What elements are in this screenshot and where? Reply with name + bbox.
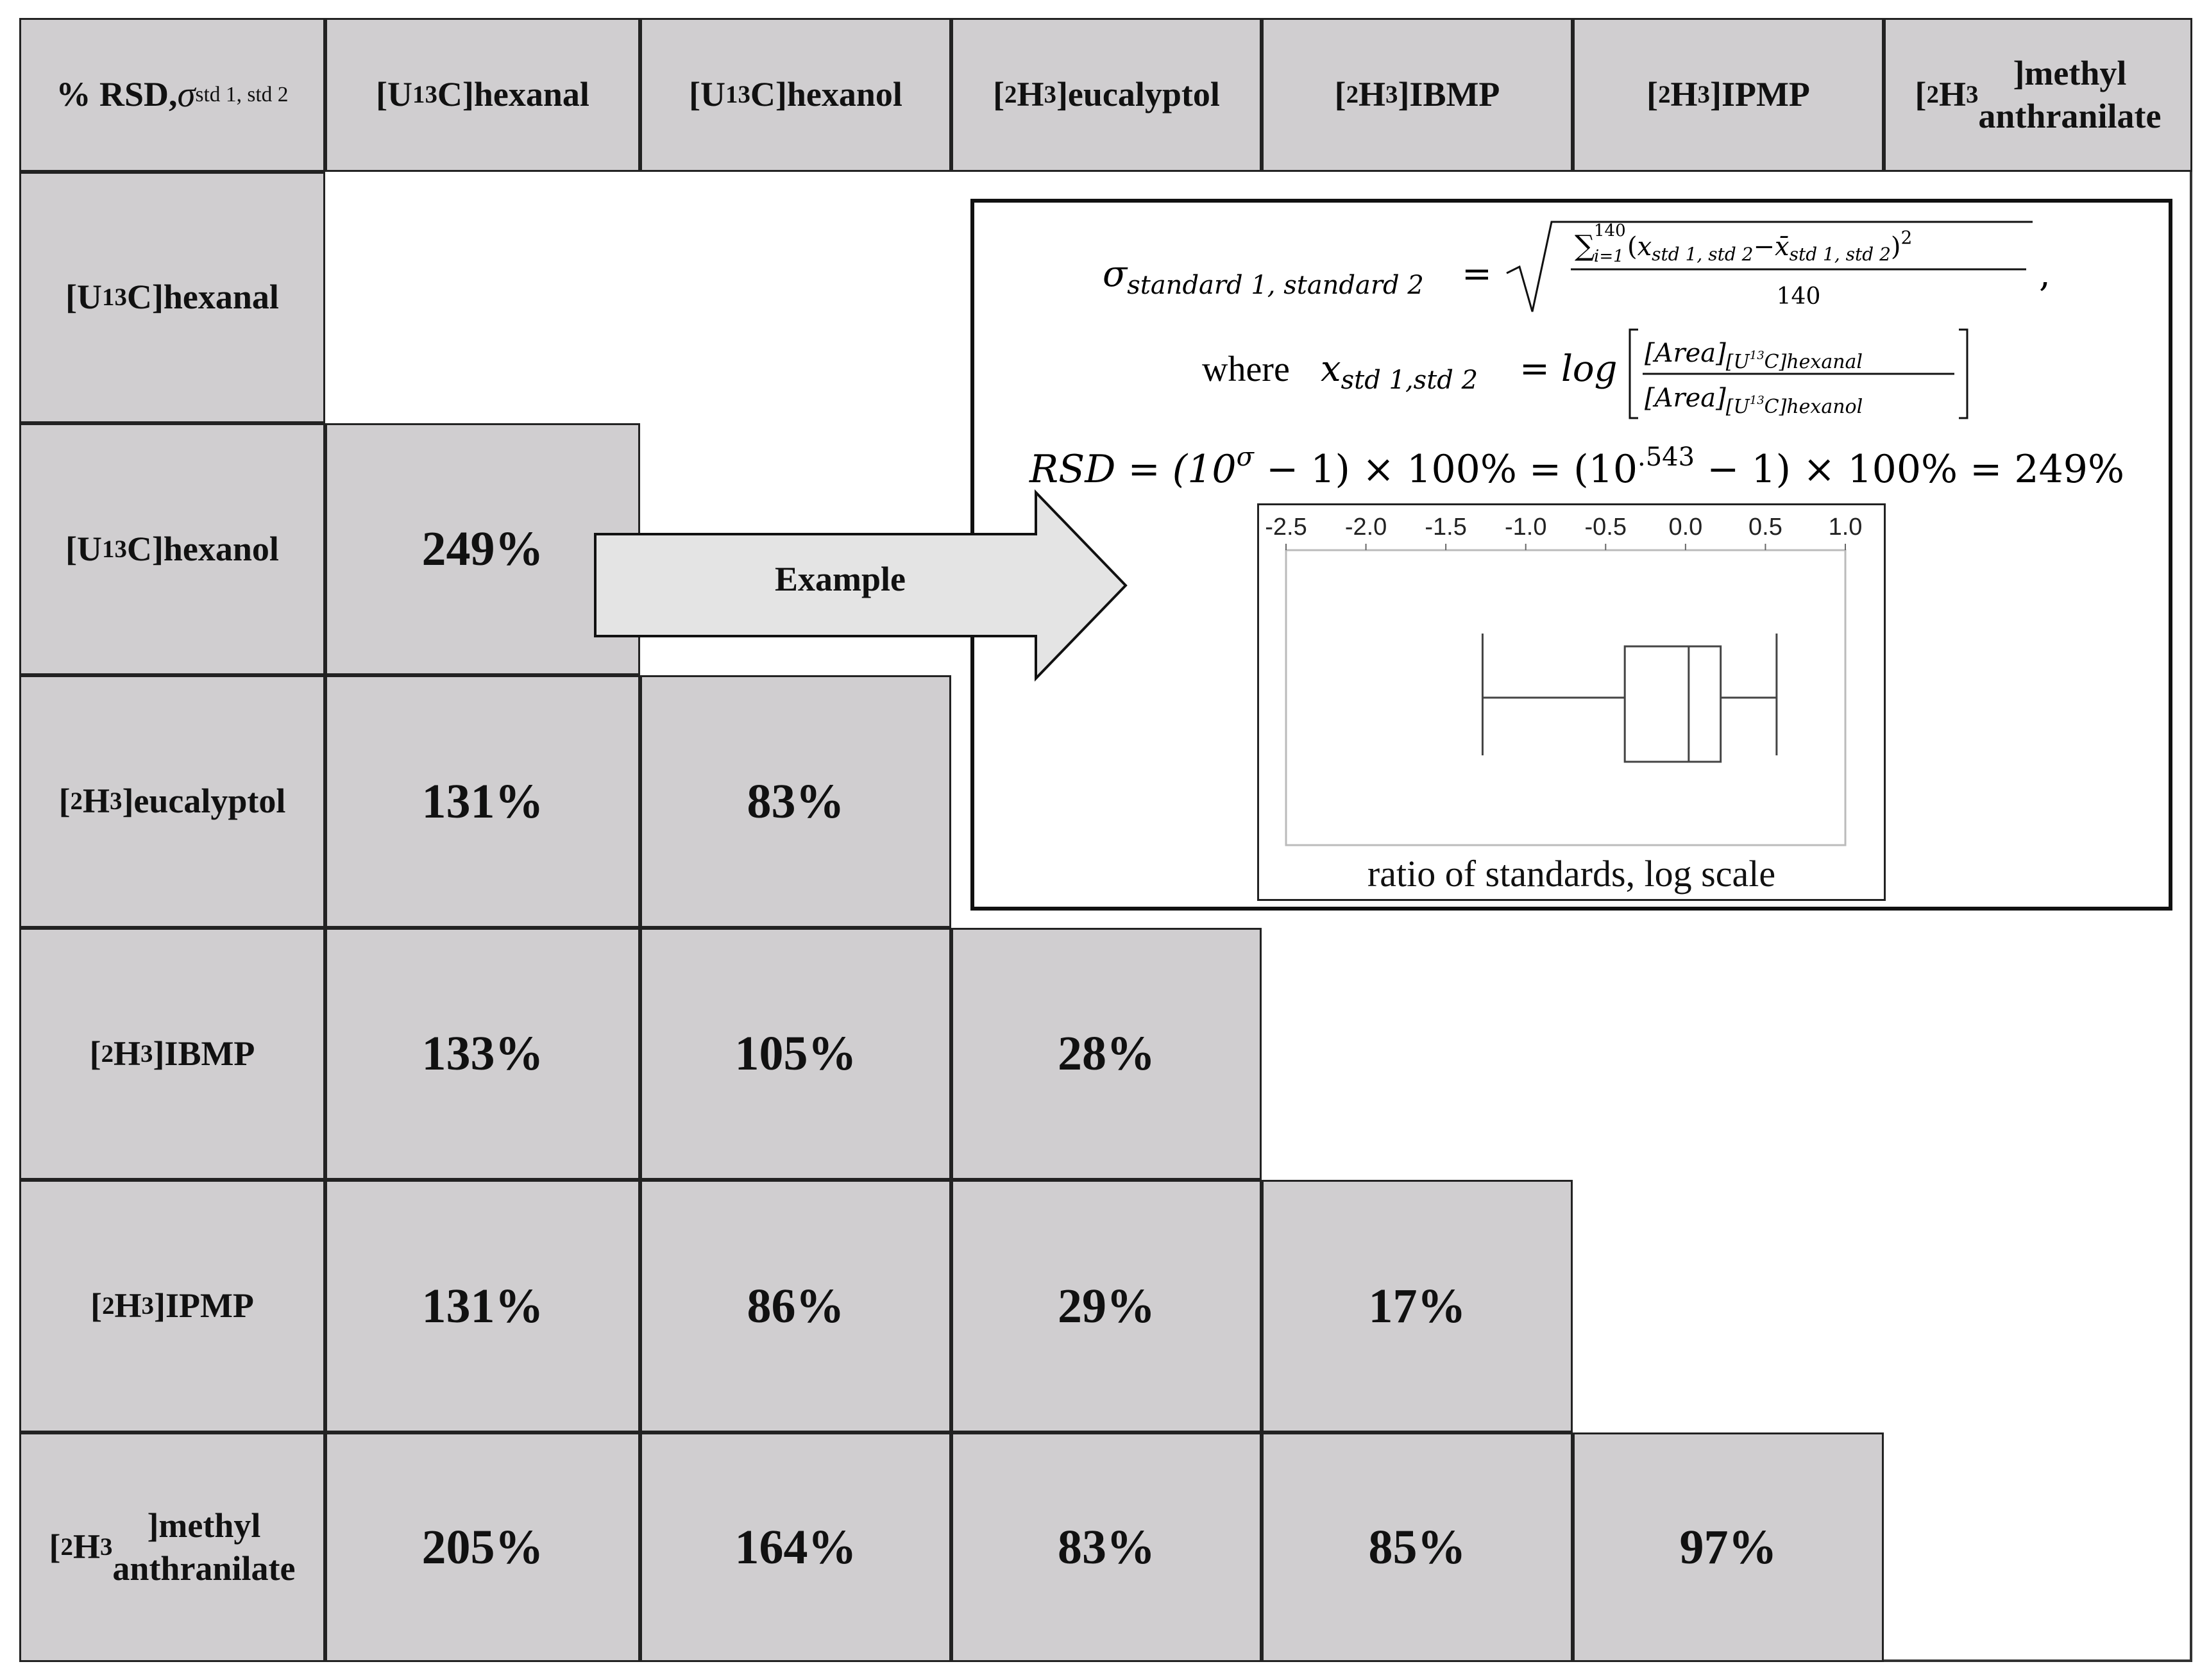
area-den-compound: hexanol [1786,396,1863,418]
numerator-square: 2 [1900,227,1913,248]
column-header: [ 2 H 3 ]IBMP [1262,18,1573,172]
row-header: [ 2 H 3 ]eucalyptol [19,675,325,928]
value-cell: 133% [325,928,640,1180]
rsd-prefix: RSD = (10 [1029,447,1237,492]
rsd-result: − 1) × 100% = 249% [1695,447,2124,492]
where-x-sub: std 1,std 2 [1341,365,1478,395]
sigma-subscript: standard 1, standard 2 [1127,271,1424,300]
value-cell: 29% [951,1180,1262,1432]
row-header: [U 13 C]hexanal [19,172,325,423]
column-header: [ 2 H 3 ]IPMP [1573,18,1884,172]
iqr-box [1625,646,1720,762]
boxplot-panel [1257,503,1886,901]
area-numerator: [Area] [1645,339,1726,368]
sigma-symbol: σ [1103,253,1128,295]
x-tick-label: -2.5 [1265,514,1307,541]
value-cell: 83% [951,1432,1262,1662]
value-cell: 17% [1262,1180,1573,1432]
row-header: [ 2 H 3 ]IBMP [19,928,325,1180]
where-x: x [1321,348,1341,390]
rsd-middle: − 1) × 100% = (10 [1253,447,1638,492]
area-num-sup: 13 [1749,349,1765,362]
where-word: where [1202,349,1290,389]
svg-text:[Area][U13C]hexanal: $[Area]_{[U}^{13}_{C]}hexanal$ [1645,339,1863,373]
rsd-formula [1029,442,2124,492]
value-cell: 83% [640,675,951,928]
value-cell: 164% [640,1432,951,1662]
column-header: [ 2 H 3 ]eucalyptol [951,18,1262,172]
rsd-sigma: σ [1236,442,1254,472]
x-tick-label: -1.0 [1504,514,1547,541]
x-tick-label: -0.5 [1584,514,1627,541]
value-cell: 131% [325,675,640,928]
value-cell: 86% [640,1180,951,1432]
value-cell: 131% [325,1180,640,1432]
value-cell: 205% [325,1432,640,1662]
sigma-formula [1103,221,2051,312]
numerator-xbar-sub: std 1, std 2 [1789,244,1891,265]
row-header: [ 2 H 3 ]methyl anthranilate [19,1432,325,1662]
value-cell: 28% [951,928,1262,1180]
value-cell: 105% [640,928,951,1180]
value-cell: 249% [325,423,640,675]
value-cell: 85% [1262,1432,1573,1662]
boxplot-svg [1259,505,1884,852]
numerator-xbar: x̄ [1775,232,1790,262]
where-formula [1202,330,1967,418]
svg-text:xstd 1,std 2 [1321,348,1478,395]
arrow-label: Example [774,560,906,598]
svg-text:(xstd 1, std 2−x̄std 1, std 2): $(x_{std 1, std 2}-x̄_{std 1, std 2})^2$ [1627,227,1913,265]
where-equals: = [1519,348,1550,390]
row-header: [ 2 H 3 ]IPMP [19,1180,325,1432]
corner-header: % RSD, σ std 1, std 2 [19,18,325,172]
x-tick-label: 0.5 [1748,514,1782,541]
value-cell: 97% [1573,1432,1884,1662]
sum-upper: 140 [1594,221,1626,240]
rsd-exponent: .543 [1638,442,1695,472]
boxplot-x-label: ratio of standards, log scale [1367,853,1776,895]
numerator-x-sub: std 1, std 2 [1652,244,1754,265]
denominator: 140 [1776,283,1821,310]
column-header: [ 2 H 3 ]methyl anthranilate [1884,18,2192,172]
log-word: log [1561,348,1618,390]
numerator-minus: − [1753,232,1775,262]
sum-symbol: ∑ [1575,230,1595,262]
svg-text:σstandard 1, standard 2 [1103,253,1424,300]
x-tick-label: -2.0 [1344,514,1387,541]
sum-lower: i=1 [1594,247,1624,266]
area-denominator: [Area] [1645,383,1726,413]
equals-sign: = [1462,253,1492,295]
row-header: [U 13 C]hexanol [19,423,325,675]
area-num-compound: hexanal [1786,351,1863,373]
x-tick-label: -1.5 [1425,514,1467,541]
svg-text:∑ [1575,230,1595,262]
column-header: [U 13 C]hexanol [640,18,951,172]
area-den-sup: 13 [1749,394,1765,407]
x-tick-label: 1.0 [1828,514,1863,541]
svg-text:[Area][U13C]hexanol: $[Area]_{[U}^{13}_{C]}hexanol$ [1645,383,1863,418]
column-header: [U 13 C]hexanal [325,18,640,172]
numerator-x: x [1637,232,1652,262]
formula-comma: , [2039,253,2051,295]
x-tick-label: 0.0 [1668,514,1703,541]
